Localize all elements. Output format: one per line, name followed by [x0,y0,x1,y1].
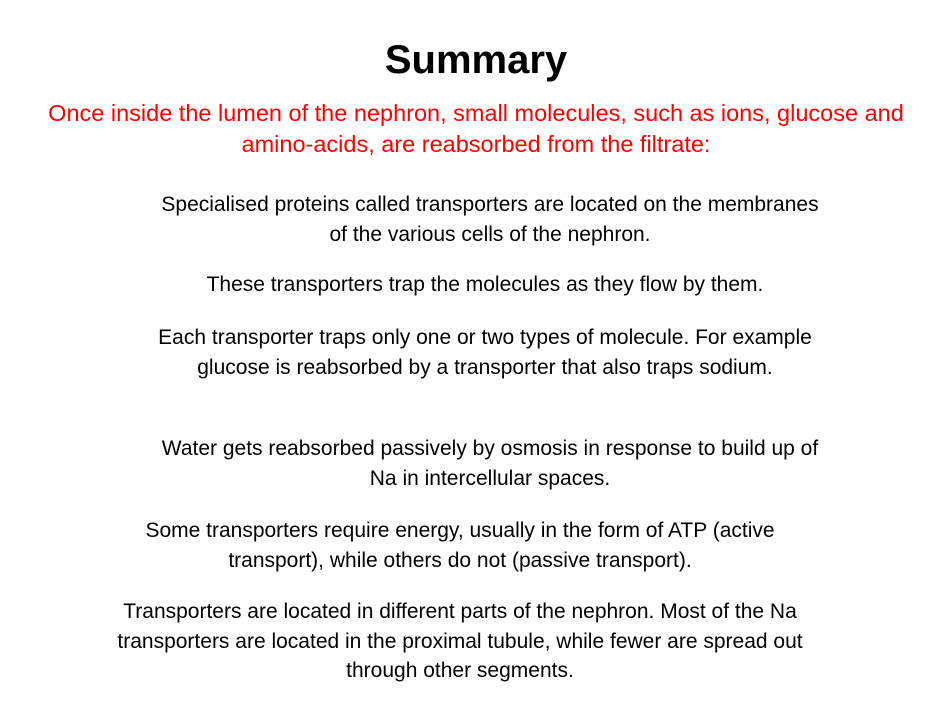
paragraph-transporter-distribution: Transporters are located in different parts of the nephron. Most of the Na transporters are located in the proximal tubule, while fewer are spread out through other segments. [117,600,803,682]
paragraph-transporters-location: Specialised proteins called transporters are located on the membranes of the various cells of the nephron. [161,193,819,246]
paragraph-water-osmosis: Water gets reabsorbed passively by osmosis in response to build up of Na in intercellular spaces. [161,437,819,490]
intro-text: Once inside the lumen of the nephron, small molecules, such as ions, glucose and amino-acids, are reabsorbed from the filtrate: [48,100,904,157]
paragraph-energy-requirement: Some transporters require energy, usually in the form of ATP (active transport), while others do not (passive transport). [145,519,775,572]
paragraph-transporter-specificity: Each transporter traps only one or two types of molecule. For example glucose is reabsorbed by a transporter that also traps sodium. [158,326,812,379]
slide-title: Summary [384,38,568,82]
paragraph-transporters-trap: These transporters trap the molecules as they flow by them. [206,273,764,296]
